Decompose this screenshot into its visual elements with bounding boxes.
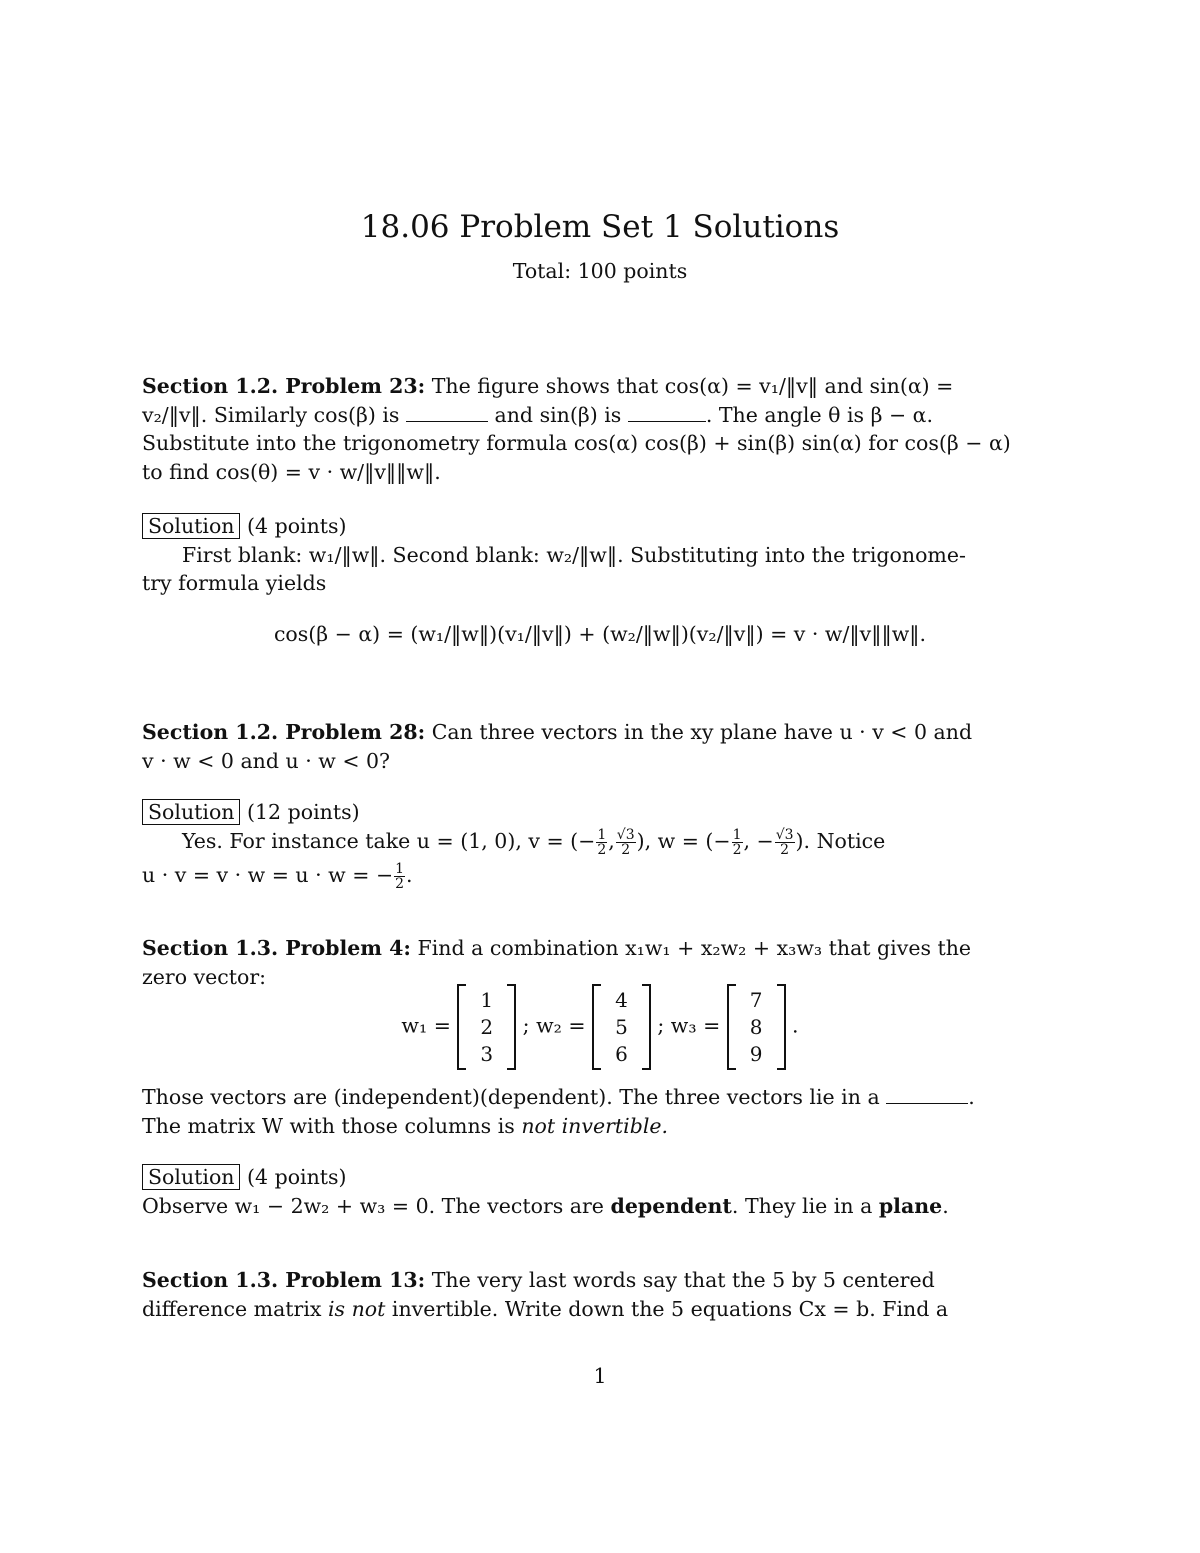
solution-28-line-1: Yes. For instance take u = (1, 0), v = (− $\frac{1}{2}$ , $\frac{√3}{2}$ ), w = (− $\frac{1}{2}$ , − $\frac{√3}{2}$ ). Notice [182,826,886,858]
w3-label: ; w₃ = [657,1013,721,1038]
solution-4-keyword-dependent: dependent [610,1193,732,1218]
problem-4-line-3 [142,1083,976,1112]
w1-entry: 1 [480,987,494,1012]
solution-28-text-2b: . [406,862,413,887]
solution-points: (4 points) [247,1165,347,1189]
solution-4-text-e: . [942,1193,949,1218]
w2-label: ; w₂ = [522,1013,586,1038]
solution-points: (12 points) [247,800,360,824]
fraction [775,828,795,857]
problem-23-text-1: The figure shows that cos(α) = v₁/‖v‖ and sin(α) = [431,374,954,398]
w1-entry: 2 [480,1014,494,1039]
w1-entry: 3 [480,1041,494,1066]
solution-23-header [142,512,976,541]
problem-23-line-1 [142,372,976,401]
problem-23-text-2c: . The angle θ is β − α. [705,402,934,427]
answer-blank-3 [886,1085,968,1104]
fraction-denominator: 2 [621,841,631,858]
problem-23-line-2 [142,401,976,430]
problem-4-heading: Section 1.3. Problem 4: [142,936,411,960]
problem-4-text-3a: Those vectors are (independent)(dependent). The three vectors lie in a [142,1085,880,1109]
problem-13-line-1 [142,1266,976,1295]
solution-4-line-1 [142,1192,976,1221]
solution-23-line-2: try formula yields [142,571,327,595]
w3-entry: 8 [749,1014,763,1039]
fraction-numerator: 1 [597,826,607,843]
problem-4-text-4b: not invertible. [521,1113,669,1138]
solution-4-keyword-plane: plane [878,1193,943,1218]
problem-23-text-2a: v₂/‖v‖. Similarly cos(β) is [142,402,400,427]
problem-13-text-2c: invertible. Write down the 5 equations Cx = b. Find a [391,1296,949,1321]
solution-4-text-c: . They lie in a [731,1193,873,1218]
page-title: 18.06 Problem Set 1 Solutions [360,209,840,245]
fraction [732,828,743,857]
problem-13-text-2a: difference matrix [142,1296,322,1321]
fraction-numerator: √3 [616,826,635,843]
w2-vector [592,984,651,1070]
problem-13-line-2 [142,1295,976,1324]
vector-end-dot: . [792,1013,799,1038]
solution-box-label: Solution [142,513,240,539]
problem-4-line-1 [142,934,976,963]
vector-display [0,984,1200,1070]
solution-23-line-1: First blank: w₁/‖w‖. Second blank: w₂/‖w‖. Substituting into the trigonome- [182,542,966,567]
problem-4-statement-2 [142,1083,976,1140]
problem-4-text-1: Find a combination x₁w₁ + x₂w₂ + x₃w₃ that gives the [417,936,972,960]
solution-28-text-1b: ), w = (− [636,828,731,853]
fraction [394,862,405,891]
problem-4-text-4a: The matrix W with those columns is [142,1113,515,1138]
problem-23-heading: Section 1.2. Problem 23: [142,374,426,398]
answer-blank-1 [406,403,488,422]
problem-13-text-2b: is not [328,1296,386,1321]
w1-label: w₁ = [401,1013,451,1038]
fraction-numerator: 1 [732,826,742,843]
problem-23-line-4: to find cos(θ) = v · w/‖v‖‖w‖. [142,459,441,484]
problem-23-line-3: Substitute into the trigonometry formula cos(α) cos(β) + sin(β) sin(α) for cos(β − α) [142,431,1011,455]
w2-entry: 4 [615,987,628,1012]
problem-23-solution [142,512,976,598]
fraction-denominator: 2 [395,875,405,892]
fraction-numerator: 1 [395,860,405,877]
problem-28-line-1 [142,718,976,747]
page-number: 1 [593,1364,607,1388]
problem-4-line-4 [142,1112,976,1141]
solution-28-line-2 [142,861,976,891]
solution-28-header [142,798,976,827]
problem-28-text-1: Can three vectors in the xy plane have u · v < 0 and [431,720,973,744]
problem-4-solution [142,1163,976,1220]
solution-28-text-2a: u · v = v · w = u · w = − [142,862,394,887]
fraction-denominator: 2 [780,841,790,858]
problem-28-heading: Section 1.2. Problem 28: [142,720,426,744]
w2-entry: 6 [615,1041,628,1066]
problem-23-statement [142,372,1011,486]
solution-box-label: Solution [142,1164,240,1190]
solution-points: (4 points) [247,514,347,538]
fraction-numerator: √3 [775,826,794,843]
solution-4-text-a: Observe w₁ − 2w₂ + w₃ = 0. The vectors are [142,1193,604,1218]
fraction-denominator: 2 [597,841,607,858]
solution-box-label: Solution [142,799,240,825]
w1-vector [457,984,516,1070]
solution-28-text-1a: Yes. For instance take u = (1, 0), v = (− [182,828,596,853]
problem-4-line-2: zero vector: [142,964,267,989]
fraction-denominator: 2 [732,841,742,858]
problem-28-solution [142,798,976,891]
w3-entry: 7 [749,987,763,1012]
w3-entry: 9 [749,1041,763,1066]
problem-13-heading: Section 1.3. Problem 13: [142,1268,426,1292]
problem-13-text-1: The very last words say that the 5 by 5 centered [431,1268,935,1292]
fraction [616,828,636,857]
fraction [596,828,607,857]
problem-4-text-3b: . [968,1085,975,1109]
problem-28-statement [142,718,976,775]
problem-23-text-2b: and sin(β) is [494,402,622,427]
problem-4-statement [142,934,976,991]
solution-4-header [142,1163,976,1192]
problem-13-statement [142,1266,976,1323]
w2-entry: 5 [615,1014,628,1039]
solution-23-equation: cos(β − α) = (w₁/‖w‖)(v₁/‖v‖) + (w₂/‖w‖)(v₂/‖v‖) = v · w/‖v‖‖w‖. [273,622,927,646]
answer-blank-2 [628,403,706,422]
problem-28-line-2: v · w < 0 and u · w < 0? [142,748,391,773]
w3-vector [727,984,786,1070]
solution-28-text-1c: ). Notice [795,828,886,853]
page-subtitle: Total: 100 points [512,259,688,283]
